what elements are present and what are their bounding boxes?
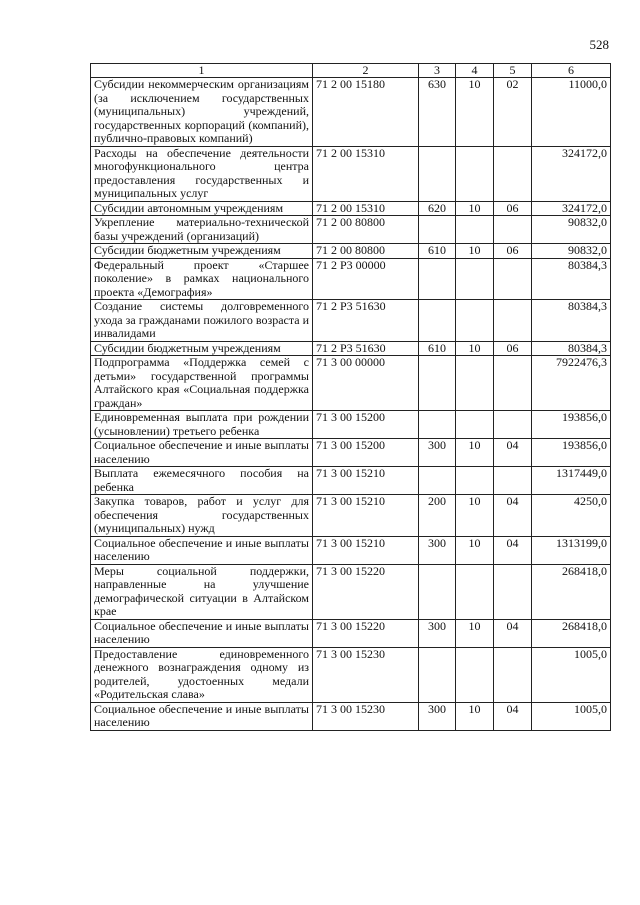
column-header-6: 6	[532, 64, 611, 78]
expense-type-cell	[419, 467, 456, 495]
budget-code-cell: 71 2 P3 51630	[313, 341, 419, 356]
item-name-cell: Федеральный проект «Старшее поколение» в рамках национального проекта «Демография»	[91, 258, 313, 300]
expense-type-cell	[419, 216, 456, 244]
subsection-cell	[494, 300, 532, 342]
amount-cell: 11000,0	[532, 78, 611, 147]
subsection-cell: 04	[494, 619, 532, 647]
expense-type-cell	[419, 300, 456, 342]
subsection-cell: 04	[494, 495, 532, 537]
subsection-cell: 06	[494, 341, 532, 356]
section-cell	[456, 356, 494, 411]
subsection-cell: 04	[494, 536, 532, 564]
subsection-cell	[494, 258, 532, 300]
budget-code-cell: 71 2 P3 51630	[313, 300, 419, 342]
item-name-cell: Расходы на обеспечение деятельности многофункционального центра предоставления государственных и муниципальных услуг	[91, 146, 313, 201]
subsection-cell: 06	[494, 201, 532, 216]
subsection-cell	[494, 411, 532, 439]
section-cell	[456, 564, 494, 619]
amount-cell: 4250,0	[532, 495, 611, 537]
section-cell: 10	[456, 201, 494, 216]
item-name-cell: Единовременная выплата при рождении (усыновлении) третьего ребенка	[91, 411, 313, 439]
budget-code-cell: 71 3 00 15230	[313, 702, 419, 730]
expense-type-cell	[419, 146, 456, 201]
amount-cell: 268418,0	[532, 619, 611, 647]
table-row	[91, 411, 611, 439]
section-cell	[456, 647, 494, 702]
subsection-cell: 06	[494, 244, 532, 259]
table-row	[91, 439, 611, 467]
column-header-2: 2	[313, 64, 419, 78]
section-cell	[456, 300, 494, 342]
section-cell	[456, 258, 494, 300]
budget-code-cell: 71 3 00 15210	[313, 467, 419, 495]
table-row	[91, 356, 611, 411]
budget-code-cell: 71 3 00 15210	[313, 536, 419, 564]
table-row	[91, 258, 611, 300]
table-row	[91, 536, 611, 564]
budget-code-cell: 71 3 00 15200	[313, 439, 419, 467]
amount-cell: 193856,0	[532, 411, 611, 439]
amount-cell: 80384,3	[532, 300, 611, 342]
expense-type-cell: 300	[419, 439, 456, 467]
item-name-cell: Предоставление единовременного денежного вознаграждения одному из родителей, удостоенных медали «Родительская слава»	[91, 647, 313, 702]
table-row	[91, 702, 611, 730]
subsection-cell: 02	[494, 78, 532, 147]
amount-cell: 1313199,0	[532, 536, 611, 564]
table-row	[91, 146, 611, 201]
item-name-cell: Меры социальной поддержки, направленные на улучшение демографической ситуации в Алтайском крае	[91, 564, 313, 619]
amount-cell: 324172,0	[532, 201, 611, 216]
item-name-cell: Субсидии бюджетным учреждениям	[91, 244, 313, 259]
budget-table	[90, 63, 611, 731]
subsection-cell	[494, 647, 532, 702]
expense-type-cell	[419, 647, 456, 702]
budget-code-cell: 71 3 00 15220	[313, 564, 419, 619]
section-cell	[456, 216, 494, 244]
expense-type-cell	[419, 258, 456, 300]
section-cell: 10	[456, 495, 494, 537]
expense-type-cell: 200	[419, 495, 456, 537]
table-row	[91, 244, 611, 259]
amount-cell: 80384,3	[532, 258, 611, 300]
budget-code-cell: 71 3 00 15210	[313, 495, 419, 537]
amount-cell: 324172,0	[532, 146, 611, 201]
item-name-cell: Создание системы долговременного ухода за гражданами пожилого возраста и инвалидами	[91, 300, 313, 342]
amount-cell: 80384,3	[532, 341, 611, 356]
item-name-cell: Социальное обеспечение и иные выплаты населению	[91, 619, 313, 647]
subsection-cell	[494, 564, 532, 619]
table-row	[91, 216, 611, 244]
budget-code-cell: 71 2 00 15310	[313, 146, 419, 201]
subsection-cell	[494, 146, 532, 201]
amount-cell: 1005,0	[532, 647, 611, 702]
item-name-cell: Закупка товаров, работ и услуг для обеспечения государственных (муниципальных) нужд	[91, 495, 313, 537]
table-row	[91, 467, 611, 495]
amount-cell: 90832,0	[532, 244, 611, 259]
expense-type-cell	[419, 411, 456, 439]
amount-cell: 1317449,0	[532, 467, 611, 495]
amount-cell: 90832,0	[532, 216, 611, 244]
section-cell	[456, 411, 494, 439]
section-cell: 10	[456, 619, 494, 647]
page-number: 528	[589, 37, 609, 52]
section-cell: 10	[456, 244, 494, 259]
budget-code-cell: 71 3 00 15220	[313, 619, 419, 647]
column-header-1: 1	[91, 64, 313, 78]
subsection-cell	[494, 216, 532, 244]
table-row	[91, 341, 611, 356]
budget-code-cell: 71 2 00 15180	[313, 78, 419, 147]
amount-cell: 1005,0	[532, 702, 611, 730]
column-header-5: 5	[494, 64, 532, 78]
header-row	[91, 64, 611, 78]
section-cell: 10	[456, 702, 494, 730]
subsection-cell	[494, 467, 532, 495]
amount-cell: 193856,0	[532, 439, 611, 467]
budget-code-cell: 71 2 00 80800	[313, 216, 419, 244]
budget-code-cell: 71 3 00 15200	[313, 411, 419, 439]
budget-code-cell: 71 3 00 00000	[313, 356, 419, 411]
expense-type-cell	[419, 356, 456, 411]
section-cell	[456, 146, 494, 201]
table-row	[91, 564, 611, 619]
expense-type-cell: 610	[419, 341, 456, 356]
item-name-cell: Выплата ежемесячного пособия на ребенка	[91, 467, 313, 495]
section-cell: 10	[456, 439, 494, 467]
item-name-cell: Социальное обеспечение и иные выплаты населению	[91, 536, 313, 564]
table-row	[91, 495, 611, 537]
budget-code-cell: 71 2 00 80800	[313, 244, 419, 259]
table-row	[91, 300, 611, 342]
section-cell: 10	[456, 536, 494, 564]
amount-cell: 7922476,3	[532, 356, 611, 411]
amount-cell: 268418,0	[532, 564, 611, 619]
section-cell: 10	[456, 78, 494, 147]
expense-type-cell: 300	[419, 702, 456, 730]
item-name-cell: Субсидии бюджетным учреждениям	[91, 341, 313, 356]
expense-type-cell	[419, 564, 456, 619]
table-row	[91, 647, 611, 702]
item-name-cell: Субсидии некоммерческим организациям (за исключением государственных (муниципальных) учреждений, государственных корпораций (компаний), публично-правовых компаний)	[91, 78, 313, 147]
budget-code-cell: 71 2 00 15310	[313, 201, 419, 216]
expense-type-cell: 620	[419, 201, 456, 216]
subsection-cell	[494, 356, 532, 411]
item-name-cell: Социальное обеспечение и иные выплаты населению	[91, 439, 313, 467]
budget-code-cell: 71 3 00 15230	[313, 647, 419, 702]
expense-type-cell: 300	[419, 619, 456, 647]
column-header-4: 4	[456, 64, 494, 78]
column-header-3: 3	[419, 64, 456, 78]
subsection-cell: 04	[494, 702, 532, 730]
item-name-cell: Субсидии автономным учреждениям	[91, 201, 313, 216]
expense-type-cell: 610	[419, 244, 456, 259]
section-cell	[456, 467, 494, 495]
table-row	[91, 619, 611, 647]
item-name-cell: Социальное обеспечение и иные выплаты населению	[91, 702, 313, 730]
subsection-cell: 04	[494, 439, 532, 467]
table-row	[91, 201, 611, 216]
section-cell: 10	[456, 341, 494, 356]
budget-code-cell: 71 2 P3 00000	[313, 258, 419, 300]
item-name-cell: Укрепление материально-технической базы учреждений (организаций)	[91, 216, 313, 244]
item-name-cell: Подпрограмма «Поддержка семей с детьми» государственной программы Алтайского края «Социальная поддержка граждан»	[91, 356, 313, 411]
expense-type-cell: 300	[419, 536, 456, 564]
table-row	[91, 78, 611, 147]
expense-type-cell: 630	[419, 78, 456, 147]
